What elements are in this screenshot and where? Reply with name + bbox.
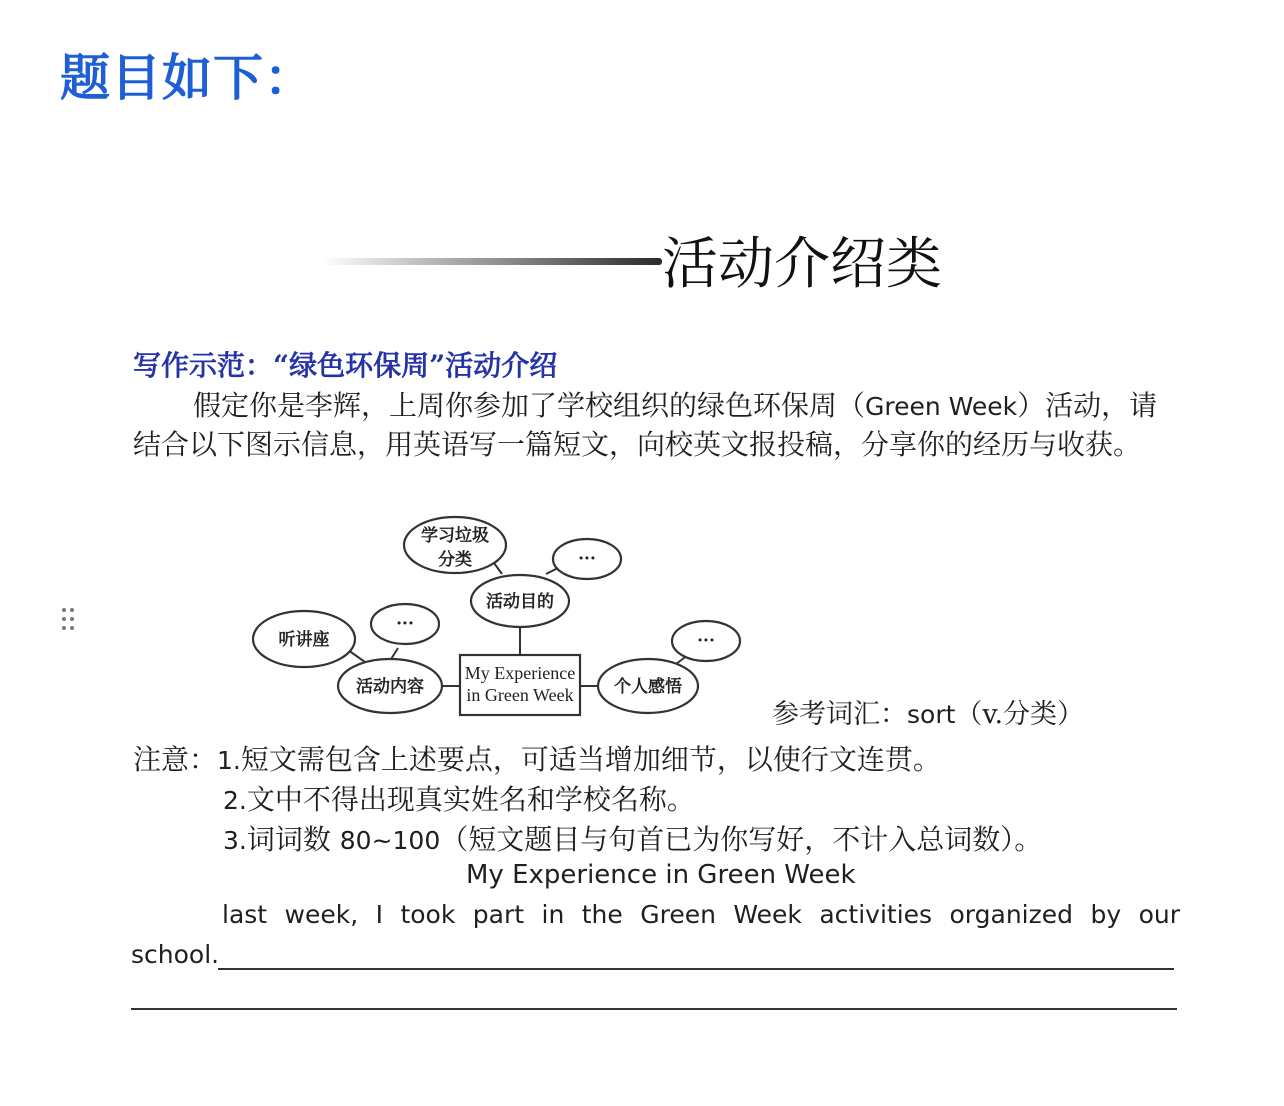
node-text-purpose: 活动目的 bbox=[486, 592, 554, 612]
answer-blank-line-2 bbox=[131, 1008, 1177, 1010]
drag-handle-icon[interactable] bbox=[62, 608, 78, 634]
page-heading: 题目如下： bbox=[60, 49, 315, 107]
task-text-part1: 假定你是李辉，上周你参加了学校组织的绿色环保周（ bbox=[193, 389, 866, 422]
node-text-center-2: in Green Week bbox=[466, 685, 574, 705]
note-item-2 bbox=[133, 780, 1042, 820]
task-description bbox=[133, 387, 1183, 464]
task-green-week: Green Week bbox=[865, 392, 1018, 421]
node-text-ellipsis-1: ··· bbox=[578, 549, 596, 569]
vocab-word: sort bbox=[907, 700, 956, 729]
reference-vocabulary bbox=[772, 692, 1084, 731]
node-text-ellipsis-3: ··· bbox=[697, 631, 715, 651]
category-divider bbox=[322, 258, 662, 265]
essay-opening-continued: school. bbox=[131, 940, 220, 969]
essay-opening-line: last week, I took part in the Green Week activities organized by our bbox=[222, 900, 1180, 929]
note-item-1 bbox=[133, 740, 1042, 780]
category-title: 活动介绍类 bbox=[662, 232, 942, 297]
mind-map-diagram bbox=[240, 512, 760, 722]
essay-title: My Experience in Green Week bbox=[466, 860, 856, 890]
notes-label: 注意： bbox=[133, 743, 218, 776]
note-text-3-pre: 词词数 bbox=[246, 823, 340, 856]
note-num-3: 3. bbox=[223, 826, 247, 855]
node-text-purpose-sub-2: 分类 bbox=[438, 550, 472, 570]
note-word-range: 80~100 bbox=[339, 826, 441, 855]
sample-heading: 写作示范：“绿色环保周”活动介绍 bbox=[133, 349, 558, 382]
note-text-2: 文中不得出现真实姓名和学校名称。 bbox=[246, 783, 695, 816]
vocab-label: 参考词汇： bbox=[772, 699, 907, 730]
vocab-gloss: （v.分类） bbox=[955, 699, 1085, 730]
node-text-content-sub: 听讲座 bbox=[278, 630, 330, 650]
note-item-3 bbox=[133, 820, 1042, 860]
answer-blank-line-1 bbox=[218, 968, 1174, 970]
notes-section bbox=[133, 740, 1042, 860]
note-num-2: 2. bbox=[223, 786, 247, 815]
task-text-part2: ）活动，请结合以下图示信息，用英语写一篇短文，向校英文报投稿，分享你的经历与收获。 bbox=[133, 389, 1158, 461]
note-text-3-post: （短文题目与句首已为你写好，不计入总词数）。 bbox=[440, 823, 1043, 856]
note-num-1: 1. bbox=[217, 746, 241, 775]
node-text-content: 活动内容 bbox=[356, 677, 424, 697]
node-text-purpose-sub-1: 学习垃圾 bbox=[421, 526, 489, 546]
node-text-center-1: My Experience bbox=[464, 663, 576, 683]
node-text-feelings: 个人感悟 bbox=[614, 677, 682, 697]
note-text-1: 短文需包含上述要点，可适当增加细节，以使行文连贯。 bbox=[240, 743, 941, 776]
node-text-ellipsis-2: ··· bbox=[396, 614, 414, 634]
